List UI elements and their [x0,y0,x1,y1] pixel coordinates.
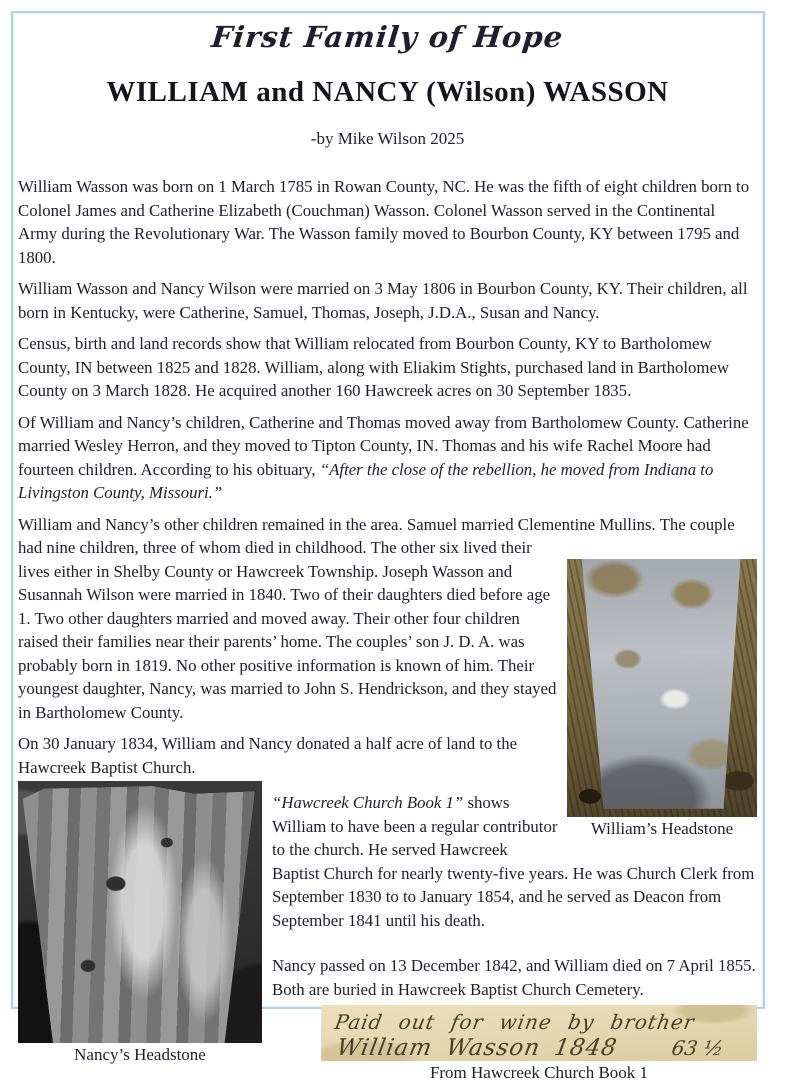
nancys-headstone-figure [18,781,262,1065]
paragraph-children-moved-text: Of William and Nancy’s children, Catherine and Thomas moved away from Bartholomew County. Catherine married Wesley Herron, and they moved to Tipton County, IN. Thomas and his wife Rachel Moore had fourteen children. According to his obituary, [18,412,749,479]
paragraph-relocation: Census, birth and land records show that William relocated from Bourbon County, KY to Bartholomew County, IN between 1825 and 1828. William, along with Eliakim Stights, purchased land in Bartholomew County on 3 March 1828. He acquired another 160 Hawcreek acres on 30 September 1835. [18,334,730,400]
williams-headstone-stone [577,559,746,809]
paragraph-marriage: William Wasson and Nancy Wilson were married on 3 May 1806 in Bourbon County, KY. Their children, all born in Kentucky, were Catherine, Samuel, Thomas, Joseph, J.D.A., Susan and Nancy. [18,279,748,322]
paragraph-church-book-text: shows William to have been a regular contributor to the church. He served Hawcreek Baptist Church for nearly twenty-five years. He was Church Clerk from September 1830 to to January 1854, and he served as Deacon from September 1841 until his death. [272,793,755,930]
williams-headstone-photo [567,559,757,817]
byline: -by Mike Wilson 2025 [310,129,465,148]
nancys-headstone-caption: Nancy’s Headstone [74,1045,206,1064]
paragraph-deaths: Nancy passed on 13 December 1842, and William died on 7 April 1855. Both are buried in Hawcreek Baptist Church Cemetery. [272,956,756,999]
float-spacer [757,513,758,559]
church-book-title: “Hawcreek Church Book 1” [272,793,464,812]
nancys-headstone-stone [23,786,255,1043]
obituary-quote: “After the close of the rebellion, he moved from Indiana to Livingston County, Missouri.” [18,459,714,502]
church-book-note-image [321,1005,757,1061]
church-book-note-caption: From Hawcreek Church Book 1 [429,1063,649,1082]
note-handwriting-line1: Paid out for wine by brother [332,1010,697,1034]
paragraph-birth: William Wasson was born on 1 March 1785 in Rowan County, NC. He was the fifth of eight children born to Colonel James and Catherine Elizabeth (Couchman) Wasson. Colonel Wasson served in the Continental Army during the Revolutionary War. The Wasson family moved to Bourbon County, KY between 1795 and 1800. [18,177,750,267]
main-title: WILLIAM and NANCY (Wilson) WASSON [106,76,669,108]
williams-headstone-caption: William’s Headstone [590,818,734,838]
script-title: First Family of Hope [209,20,566,54]
nancys-headstone-photo [18,781,262,1043]
williams-headstone-figure [567,559,757,839]
church-book-note-figure [321,1005,757,1083]
note-handwriting-name: William Wasson 1848 [334,1035,620,1061]
paragraph-children-moved [18,411,757,505]
paragraph-land-donation: On 30 January 1834, William and Nancy donated a half acre of land to the Hawcreek Baptist Church. [18,734,518,777]
page-content [18,12,757,1082]
paragraph-other-children-text: William and Nancy’s other children remained in the area. Samuel married Clementine Mullins. The couple had nine children, three of whom died in childhood. The other six lived their lives either in Shelby County or Hawcreek Township. Joseph Wasson and Susannah Wilson were married in 1840. Two of their daughters died before age 1. Two other daughters married and moved away. Their other four children raised their families near their parents’ home. The couples’ son J. D. A. was probably born in 1819. No other positive information is known of him. Their youngest daughter, Nancy, was married to John S. Hendrickson, and they stayed in Bartholomew County. [18,514,735,722]
note-handwriting-amount: 63 ½ [669,1036,726,1060]
